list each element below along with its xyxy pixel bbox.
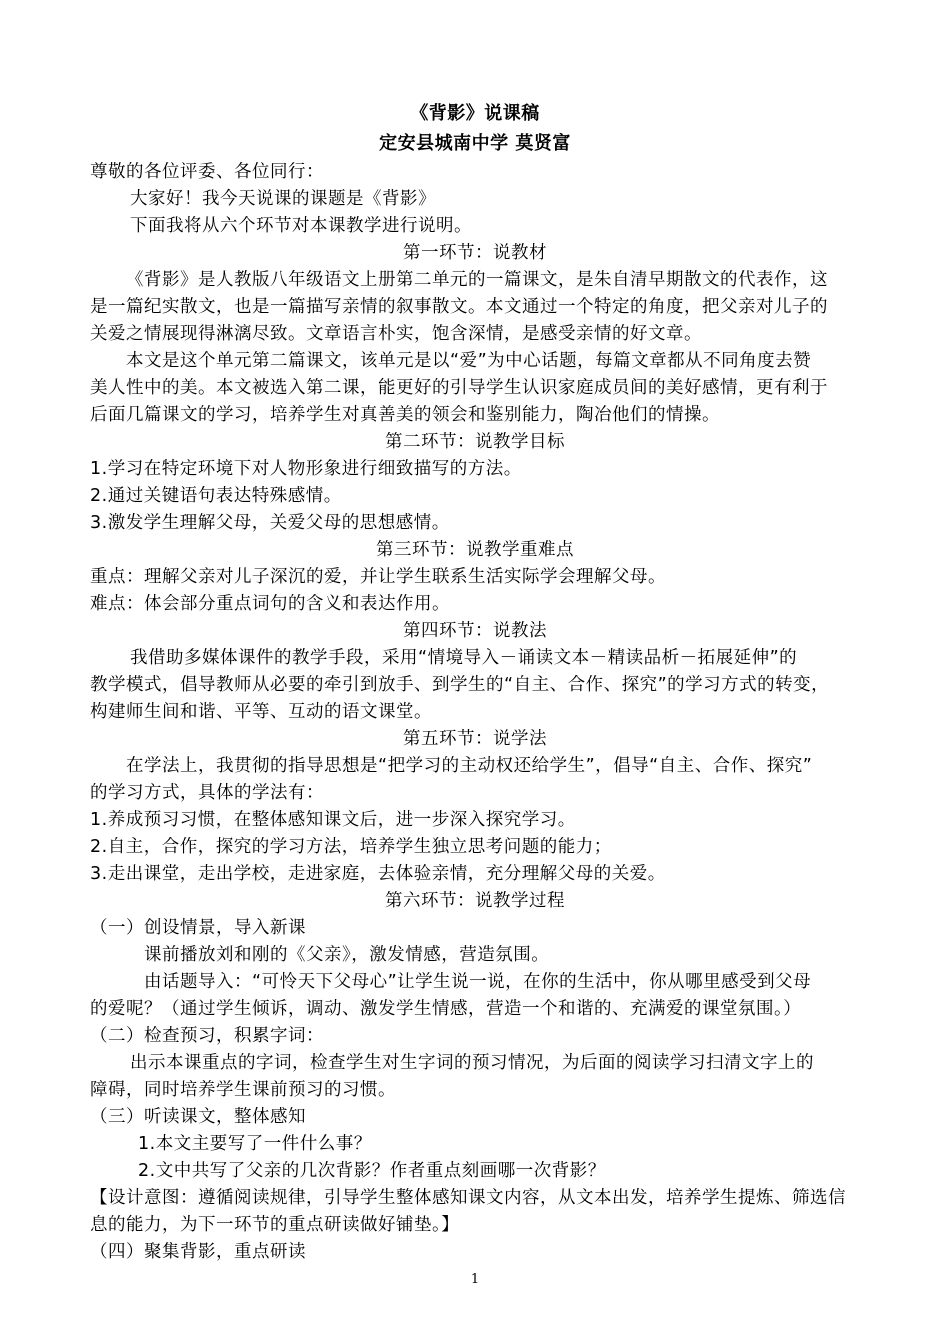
paragraph-line: 障碍，同时培养学生课前预习的习惯。 — [90, 1080, 396, 1100]
question-item: 2.文中共写了父亲的几次背影？作者重点刻画哪一次背影？ — [138, 1161, 606, 1181]
section-heading: 第二环节：说教学目标 — [385, 432, 565, 452]
subsection-title: （四）聚集背影，重点研读 — [90, 1242, 306, 1262]
list-item: 2.自主，合作，探究的学习方法，培养学生独立思考问题的能力； — [90, 837, 612, 857]
paragraph-line: 出示本课重点的字词，检查学生对生字词的预习情况，为后面的阅读学习扫清文字上的 — [130, 1053, 814, 1073]
list-item: 3.走出课堂，走出学校，走进家庭，去体验亲情，充分理解父母的关爱。 — [90, 864, 666, 884]
section-heading: 第一环节：说教材 — [403, 243, 547, 263]
list-item: 3.激发学生理解父母，关爱父母的思想感情。 — [90, 513, 450, 533]
design-intent: 【设计意图：遵循阅读规律，引导学生整体感知课文内容，从文本出发，培养学生提炼、筛选信 — [90, 1188, 846, 1208]
paragraph-line: 由话题导入：“可怜天下父母心”让学生说一说，在你的生活中，你从哪里感受到父母 — [144, 972, 812, 992]
intro-line: 下面我将从六个环节对本课教学进行说明。 — [130, 216, 472, 236]
list-item: 1.养成预习习惯，在整体感知课文后，进一步深入探究学习。 — [90, 810, 576, 830]
list-item: 1.学习在特定环境下对人物形象进行细致描写的方法。 — [90, 459, 522, 479]
paragraph-line: 后面几篇课文的学习，培养学生对真善美的领会和鉴别能力，陶冶他们的情操。 — [90, 405, 720, 425]
list-item: 2.通过关键语句表达特殊感情。 — [90, 486, 342, 506]
paragraph-line: 关爱之情展现得淋漓尽致。文章语言朴实，饱含深情，是感受亲情的好文章。 — [90, 324, 702, 344]
paragraph-line: 我借助多媒体课件的教学手段，采用“情境导入－诵读文本－精读品析－拓展延伸”的 — [130, 648, 798, 668]
key-point: 重点：理解父亲对儿子深沉的爱，并让学生联系生活实际学会理解父母。 — [90, 567, 666, 587]
section-heading: 第四环节：说教法 — [403, 621, 547, 641]
document-title: 《背影》说课稿 — [410, 103, 540, 124]
paragraph-line: 构建师生间和谐、平等、互动的语文课堂。 — [90, 702, 432, 722]
section-heading: 第六环节：说教学过程 — [385, 891, 565, 911]
paragraph-line: 课前播放刘和刚的《父亲》，激发情感，营造氛围。 — [144, 945, 550, 965]
section-heading: 第三环节：说教学重难点 — [376, 540, 574, 560]
paragraph-line: 美人性中的美。本文被选入第二课，能更好的引导学生认识家庭成员间的美好感情，更有利于 — [90, 378, 828, 398]
author-line: 定安县城南中学 莫贤富 — [379, 133, 571, 154]
paragraph-line: 的爱呢？（通过学生倾诉，调动、激发学生情感，营造一个和谐的、充满爱的课堂氛围。） — [90, 999, 802, 1019]
section-heading: 第五环节：说学法 — [403, 729, 547, 749]
paragraph-line: 的学习方式，具体的学法有： — [90, 783, 324, 803]
paragraph-line: 本文是这个单元第二篇课文，该单元是以“爱”为中心话题，每篇文章都从不同角度去赞 — [126, 351, 812, 371]
subsection-title: （二）检查预习，积累字词： — [90, 1026, 324, 1046]
paragraph-line: 《背影》是人教版八年级语文上册第二单元的一篇课文，是朱自清早期散文的代表作，这 — [126, 270, 828, 290]
paragraph-line: 在学法上，我贯彻的指导思想是“把学习的主动权还给学生”，倡导“自主、合作、探究” — [126, 756, 813, 776]
difficult-point: 难点：体会部分重点词句的含义和表达作用。 — [90, 594, 450, 614]
subsection-title: （一）创设情景，导入新课 — [90, 918, 306, 938]
page-number: 1 — [470, 1272, 480, 1287]
paragraph-line: 教学模式，倡导教师从必要的牵引到放手、到学生的“自主、合作、探究”的学习方式的转变， — [90, 675, 830, 695]
subsection-title: （三）听读课文，整体感知 — [90, 1107, 306, 1127]
paragraph-line: 是一篇纪实散文，也是一篇描写亲情的叙事散文。本文通过一个特定的角度，把父亲对儿子的 — [90, 297, 828, 317]
greeting: 尊敬的各位评委、各位同行： — [90, 162, 324, 182]
question-item: 1.本文主要写了一件什么事？ — [138, 1134, 372, 1154]
intro-line: 大家好！我今天说课的课题是《背影》 — [130, 189, 436, 209]
design-intent: 息的能力，为下一环节的重点研读做好铺垫。】 — [90, 1215, 460, 1235]
